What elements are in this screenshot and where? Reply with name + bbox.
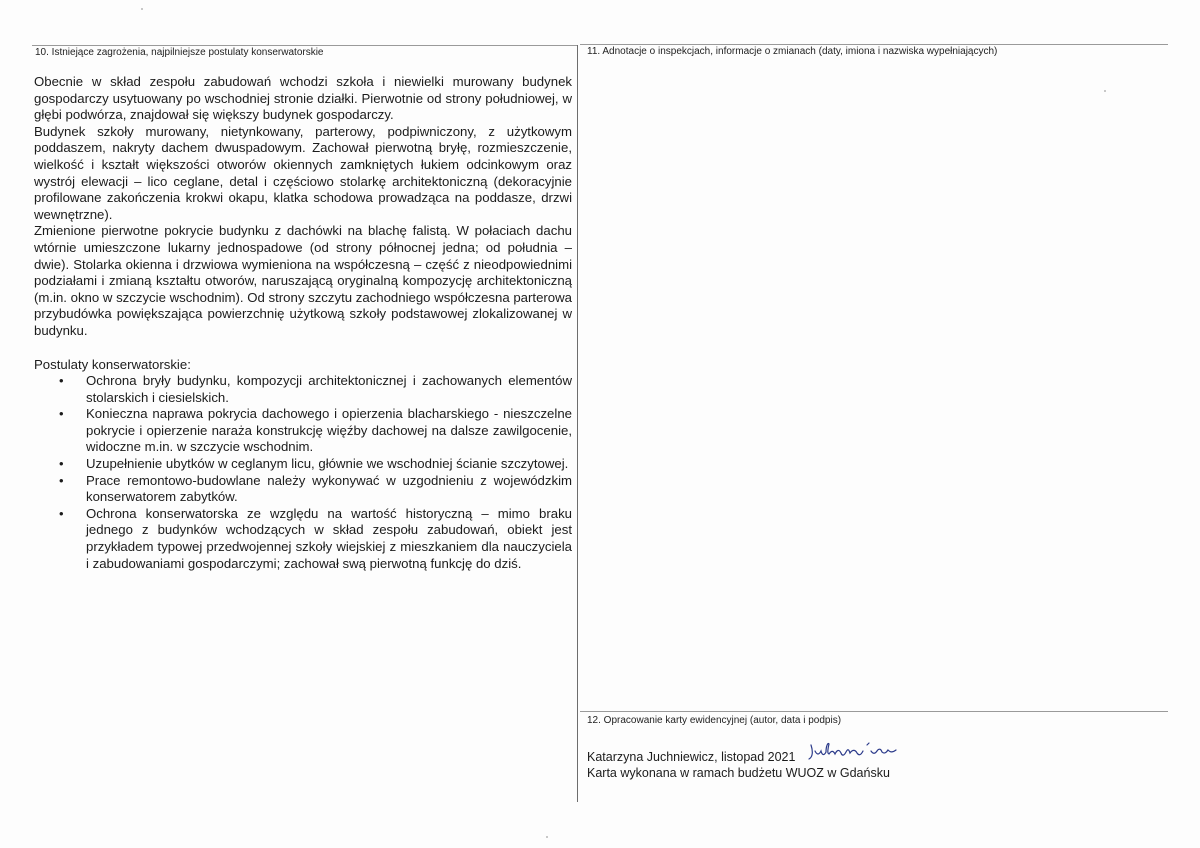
section-12-top-rule (580, 711, 1168, 712)
section-11-header: 11. Adnotacje o inspekcjach, informacje o zmianach (daty, imiona i nazwiska wypełniających) (587, 46, 998, 57)
bullet-icon: • (59, 456, 64, 472)
list-item (59, 456, 572, 473)
list-item (59, 406, 572, 456)
postulate-text: Ochrona bryły budynku, kompozycji architektonicznej i zachowanych elementów stolarskich i ciesielskich. (86, 373, 572, 405)
paragraph-school-building: Budynek szkoły murowany, nietynkowany, parterowy, podpiwniczony, z użytkowym poddaszem, nakryty dachem dwuspadowym. Zachował pierwotną bryłę, rozmieszczenie, wielkość i kształt większości otworów okiennych zamkniętych łukiem odcinkowym oraz wystrój elewacji – lico ceglane, detal i częściowo stolarkę architektoniczną (dekoracyjnie profilowane zakończenia krokwi okapu, klatka schodowa prowadząca na poddasze, drzwi wewnętrzne). (34, 123, 572, 222)
scan-speck (1104, 90, 1106, 92)
section-10-body (34, 74, 572, 572)
section-12-content (587, 741, 907, 781)
author-line: Katarzyna Juchniewicz, listopad 2021 (587, 750, 796, 764)
bullet-icon: • (59, 373, 64, 389)
section-10-top-rule (32, 45, 577, 46)
bullet-icon: • (59, 406, 64, 422)
postulates-title: Postulaty konserwatorskie: (34, 356, 191, 372)
postulate-text: Prace remontowo-budowlane należy wykonywać w uzgodnieniu z wojewódzkim konserwatorem zabytków. (86, 472, 572, 505)
scan-speck (546, 836, 548, 838)
list-item (59, 472, 572, 506)
scan-speck (141, 8, 143, 10)
author-line-row (587, 741, 907, 765)
list-item (59, 373, 572, 406)
paragraph-gap (34, 340, 572, 357)
bullet-icon: • (59, 472, 64, 488)
postulate-text: Ochrona konserwatorska ze względu na wartość historyczną – mimo braku jednego z budynków wchodzących w skład zespołu zabudowań, obiekt jest przykładem typowej przedwojennej szkoły wiejskiej z mieszkaniem dla nauczyciela i zabudowaniami gospodarczymi; zachował swą pierwotną funkcję do dziś. (86, 505, 572, 571)
section-11-top-rule (580, 44, 1168, 45)
section-12-header: 12. Opracowanie karty ewidencyjnej (autor, data i podpis) (587, 715, 842, 726)
handwritten-signature (807, 741, 907, 761)
column-divider (577, 45, 578, 802)
paragraph-current-state: Obecnie w skład zespołu zabudowań wchodzi szkoła i niewielki murowany budynek gospodarczy usytuowany po wschodniej stronie działki. Pierwotnie od strony południowej, w głębi podwórza, znajdował się większy budynek gospodarczy. (34, 74, 572, 123)
postulate-text: Uzupełnienie ubytków w ceglanym licu, głównie we wschodniej ścianie szczytowej. (86, 456, 569, 472)
paragraph-changes: Zmienione pierwotne pokrycie budynku z dachówki na blachę falistą. W połaciach dachu wtórnie umieszczone lukarny jednospadowe (od strony północnej jedna; od południa – dwie). Stolarka okienna i drzwiowa wymieniona na współczesną – część z nieodpowiednimi podziałami i zmianą kształtu otworów, naruszającą oryginalną kompozycję architektoniczną (m.in. okno w szczycie wschodnim). Od strony szczytu zachodniego współczesna parterowa przybudówka powiększająca powierzchnię użytkową szkoły podstawowej zlokalizowanej w budynku. (34, 223, 572, 338)
list-item (59, 505, 572, 572)
bullet-icon: • (59, 505, 64, 521)
section-10-header: 10. Istniejące zagrożenia, najpilniejsze postulaty konserwatorskie (35, 47, 324, 58)
budget-line: Karta wykonana w ramach budżetu WUOZ w Gdańsku (587, 766, 890, 780)
postulate-text: Konieczna naprawa pokrycia dachowego i opierzenia blacharskiego - nieszczelne pokrycie i opierzenie naraża konstrukcję więźby dachowej na dalsze zawilgocenie, widoczne m.in. w szczycie wschodnim. (86, 406, 572, 455)
postulates-list (34, 373, 572, 572)
